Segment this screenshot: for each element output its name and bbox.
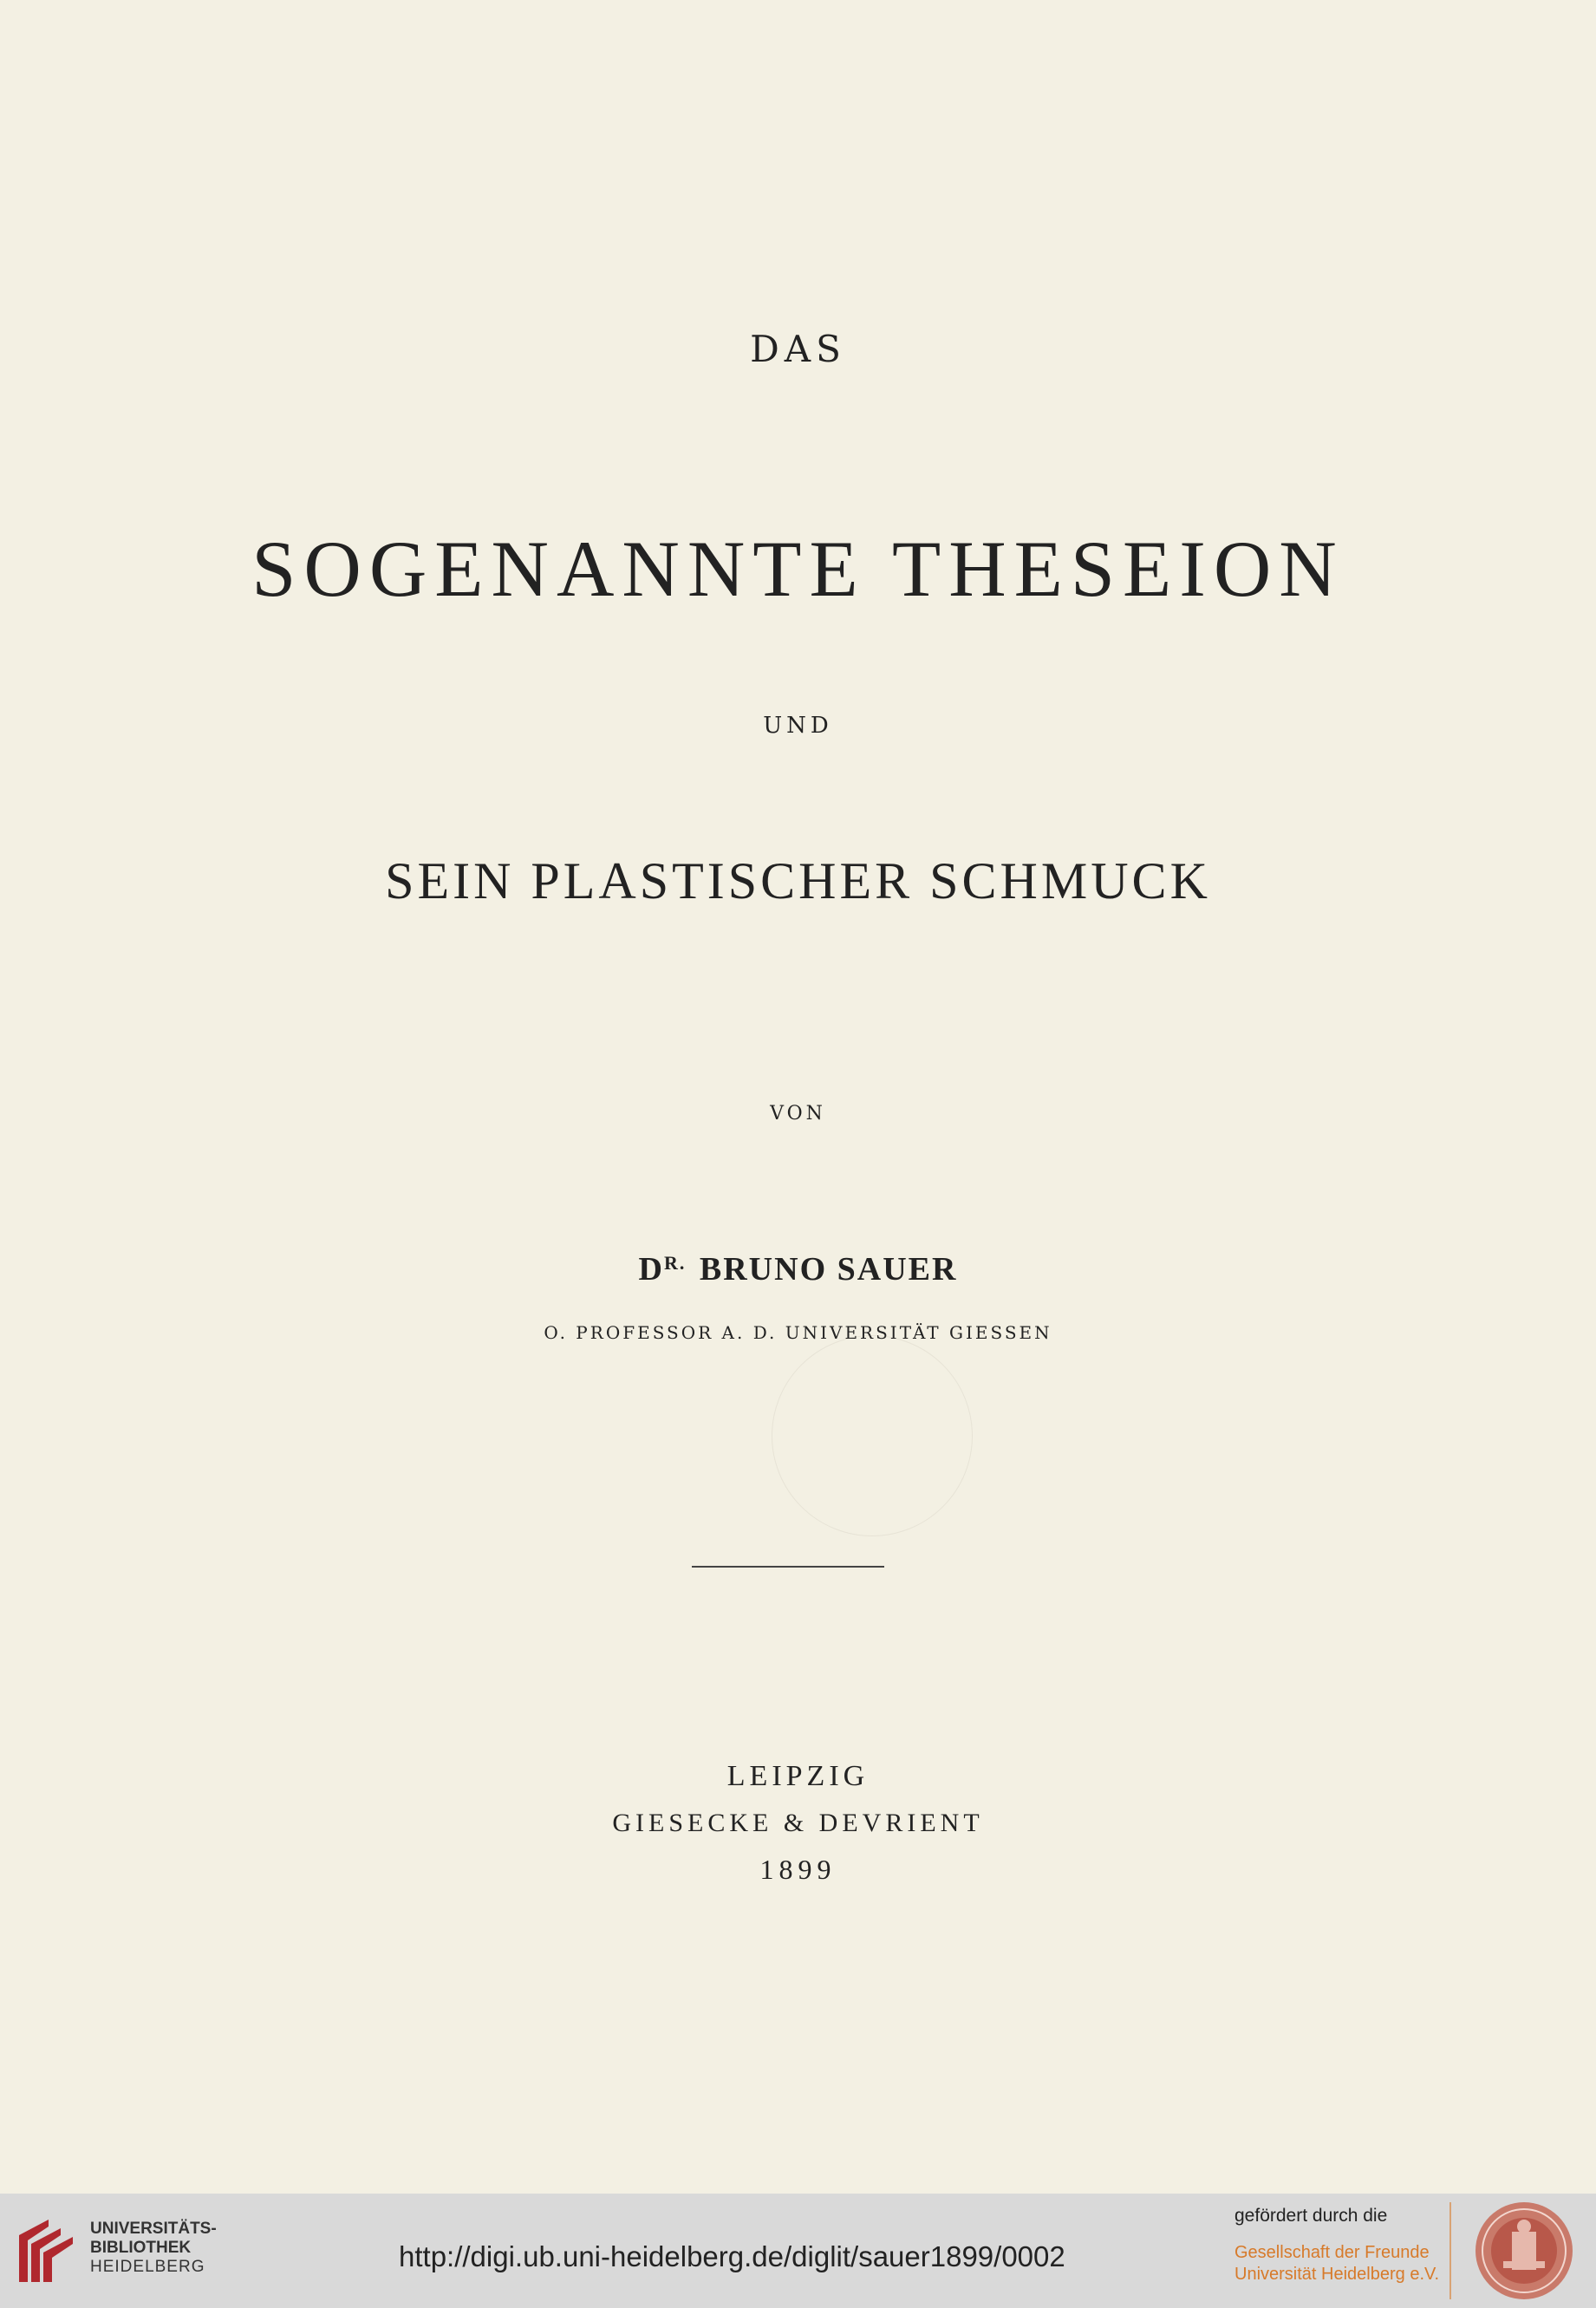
divider-rule bbox=[692, 1566, 884, 1568]
author-affiliation: O. PROFESSOR A. D. UNIVERSITÄT GIESSEN bbox=[544, 1322, 1052, 1343]
footer-bar bbox=[0, 2194, 1596, 2308]
author-prefix-sup: R. bbox=[664, 1252, 687, 1274]
university-seal-icon bbox=[1474, 2200, 1574, 2301]
publication-year: 1899 bbox=[759, 1854, 837, 1885]
library-name-line1: UNIVERSITÄTS- bbox=[90, 2220, 217, 2238]
title-das: DAS bbox=[750, 328, 846, 370]
author-name: BRUNO SAUER bbox=[699, 1251, 958, 1288]
footer-divider bbox=[1449, 2202, 1451, 2299]
subtitle: SEIN PLASTISCHER SCHMUCK bbox=[385, 852, 1211, 910]
author bbox=[0, 1250, 1596, 1288]
permalink-url[interactable]: http://digi.ub.uni-heidelberg.de/diglit/sauer1899/0002 bbox=[399, 2240, 1065, 2272]
funded-by-label: gefördert durch die bbox=[1234, 2206, 1388, 2226]
library-name[interactable] bbox=[90, 2220, 217, 2277]
society-name-line2: Universität Heidelberg e.V. bbox=[1234, 2265, 1440, 2284]
main-title: SOGENANNTE THESEION bbox=[251, 525, 1345, 613]
university-library-logo-icon[interactable] bbox=[16, 2218, 76, 2285]
society-name[interactable] bbox=[1234, 2242, 1439, 2285]
library-name-line2: BIBLIOTHEK bbox=[90, 2239, 192, 2257]
publisher: GIESECKE & DEVRIENT bbox=[612, 1809, 984, 1837]
title-und: UND bbox=[763, 713, 833, 739]
faint-stamp bbox=[772, 1335, 973, 1536]
publication-place: LEIPZIG bbox=[726, 1760, 870, 1792]
title-von: VON bbox=[770, 1103, 826, 1125]
author-prefix: D bbox=[638, 1251, 664, 1288]
library-name-line3: HEIDELBERG bbox=[90, 2258, 205, 2276]
society-name-line1: Gesellschaft der Freunde bbox=[1234, 2243, 1430, 2262]
